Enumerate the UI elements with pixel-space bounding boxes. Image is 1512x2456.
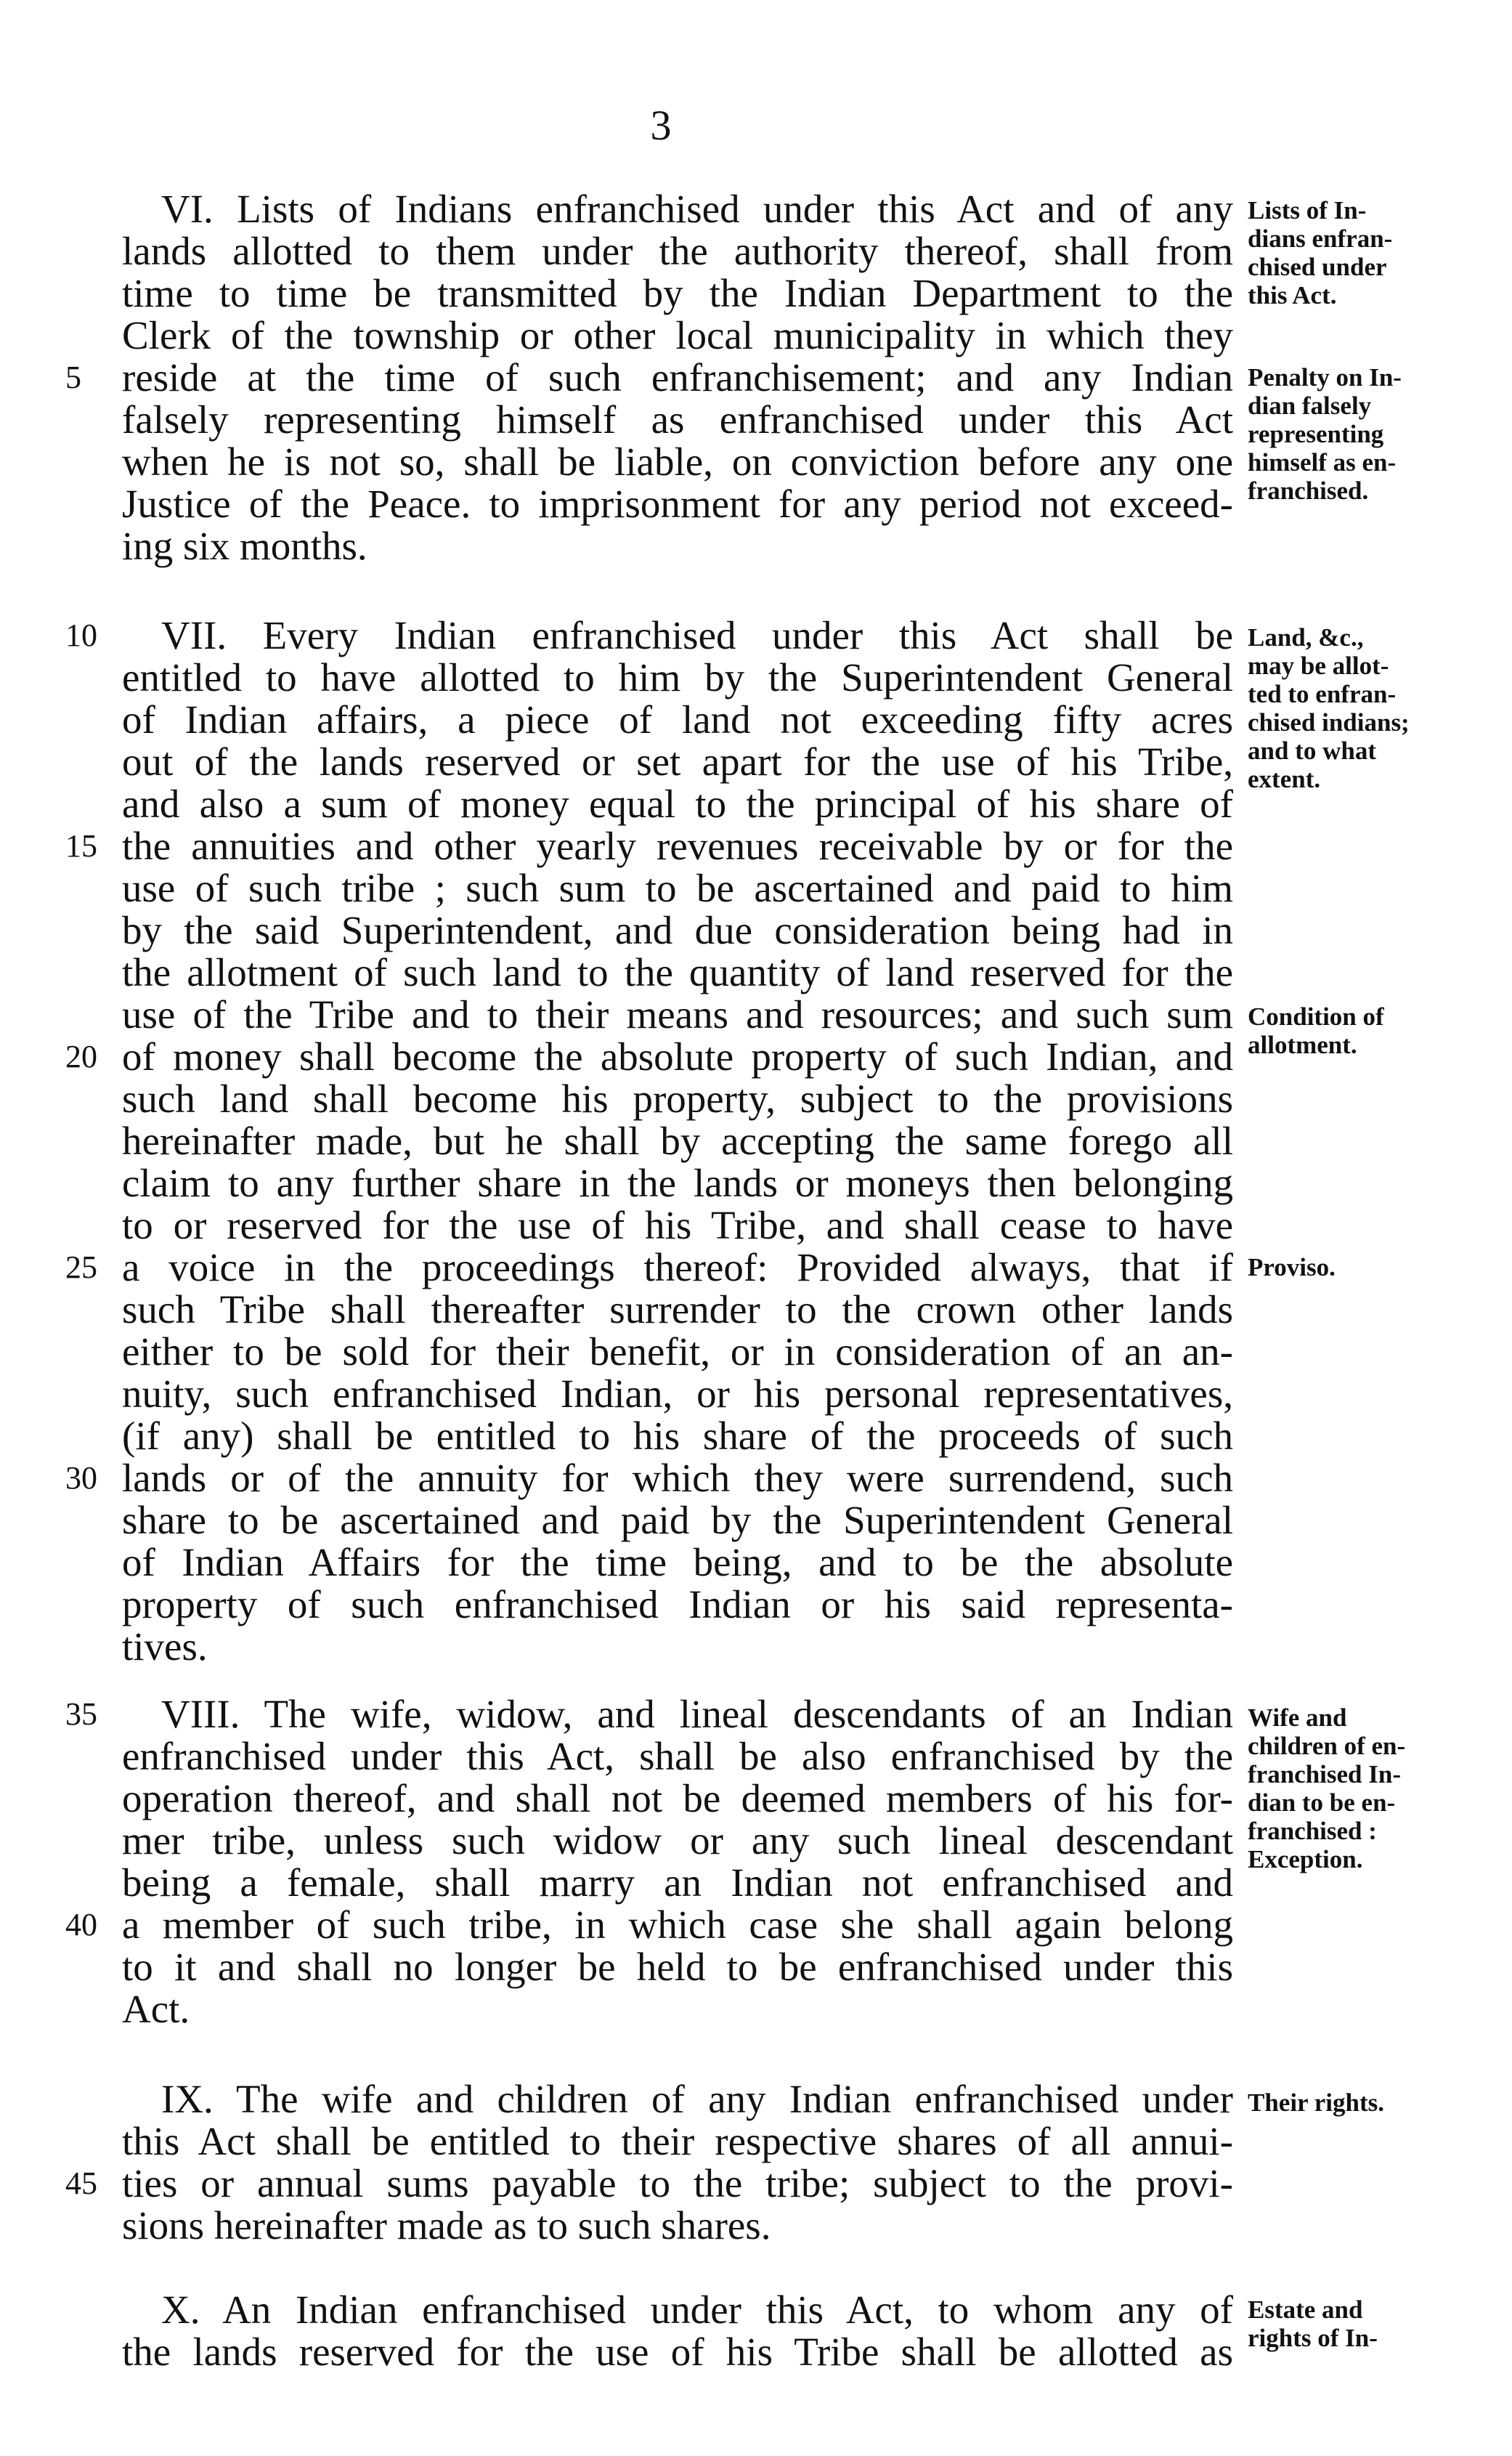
margin-note-rights [1248,2088,1466,2117]
section-vi-line-1: VI. Lists of Indians enfranchised under this Act and of any [161,187,1233,231]
margin-note-line: may be allot- [1248,652,1389,680]
section-vi-line-8: Justice of the Peace. to imprisonment for any period not exceed- [122,482,1233,526]
section-vi-line-9: ing six months. [122,524,367,568]
section-vii-line-20: (if any) shall be entitled to his share of the proceeds of such [122,1414,1233,1458]
section-x-line-2: the lands reserved for the use of his Tribe shall be allotted as [122,2330,1233,2374]
line-number-40: 40 [65,1907,97,1942]
margin-note-line: Condition of [1248,1002,1384,1031]
margin-note-wife [1248,1703,1466,1873]
section-vii-line-4: out of the lands reserved or set apart for the use of his Tribe, [122,739,1233,784]
margin-note-line: franchised. [1248,477,1369,505]
section-vii-line-9: the allotment of such land to the quantity of land reserved for the [122,950,1233,994]
section-viii-line-4: mer tribe, unless such widow or any such lineal descendant [122,1818,1233,1863]
section-vii-line-22: share to be ascertained and paid by the Superintendent General [122,1498,1233,1542]
margin-note-line: dian to be en- [1248,1788,1396,1817]
section-viii-line-7: to it and shall no longer be held to be enfranchised under this [122,1945,1233,1989]
section-viii-line-5: being a female, shall marry an Indian not enfranchised and [122,1860,1233,1905]
section-vii-line-7: use of such tribe ; such sum to be ascertained and paid to him [122,866,1233,910]
line-number-10: 10 [65,617,97,653]
margin-note-estate [1248,2295,1466,2352]
section-vii-line-1: VII. Every Indian enfranchised under this Act shall be [161,613,1233,657]
margin-note-line: franchised : [1248,1817,1377,1845]
margin-note-lists [1248,196,1466,309]
margin-note-line: ted to enfran- [1248,680,1397,708]
margin-note-line: Lists of In- [1248,196,1367,224]
margin-note-line: Estate and [1248,2295,1363,2324]
section-vii-line-14: claim to any further share in the lands or moneys then belonging [122,1161,1233,1205]
margin-note-line: Land, &c., [1248,623,1364,652]
section-vii-line-2: entitled to have allotted to him by the Superintendent General [122,655,1233,700]
margin-note-line: dians enfran- [1248,224,1393,253]
margin-note-line: Wife and [1248,1703,1347,1732]
section-viii-line-2: enfranchised under this Act, shall be also enfranchised by the [122,1734,1233,1778]
margin-note-line: Proviso. [1248,1253,1336,1281]
line-number-45: 45 [65,2165,97,2201]
line-number-35: 35 [65,1696,97,1732]
section-ix-line-3: ties or annual sums payable to the tribe; subject to the provi- [122,2161,1233,2205]
section-ix-line-4: sions hereinafter made as to such shares. [122,2203,771,2248]
margin-note-condition [1248,1002,1466,1059]
section-vii-line-23: of Indian Affairs for the time being, and to be the absolute [122,1540,1233,1584]
line-number-30: 30 [65,1460,97,1496]
margin-note-line: chised indians; [1248,708,1410,737]
section-vi-line-6: falsely representing himself as enfranchised under this Act [122,397,1233,442]
margin-note-line: rights of In- [1248,2324,1378,2352]
margin-note-line: this Act. [1248,281,1337,309]
section-vi-line-4: Clerk of the township or other local municipality in which they [122,313,1233,357]
margin-note-line: Penalty on In- [1248,363,1402,392]
section-vii-line-21: lands or of the annuity for which they were surrendend, such [122,1456,1233,1500]
section-vii-line-24: property of such enfranchised Indian or his said representa- [122,1582,1233,1626]
margin-note-line: extent. [1248,765,1321,793]
section-vii-line-8: by the said Superintendent, and due consideration being had in [122,908,1233,952]
section-viii-line-3: operation thereof, and shall not be deemed members of his for- [122,1776,1233,1820]
margin-note-line: himself as en- [1248,448,1397,477]
margin-note-land [1248,623,1466,793]
section-vii-line-25: tives. [122,1624,208,1669]
section-vii-line-13: hereinafter made, but he shall by accepting the same forego all [122,1119,1233,1163]
margin-note-penalty [1248,363,1466,505]
section-vii-line-15: to or reserved for the use of his Tribe, and shall cease to have [122,1203,1233,1247]
section-viii-line-1: VIII. The wife, widow, and lineal descendants of an Indian [161,1692,1233,1736]
section-vii-line-18: either to be sold for their benefit, or in consideration of an an- [122,1329,1233,1374]
section-vi-line-5: reside at the time of such enfranchisement; and any Indian [122,355,1233,400]
margin-note-line: representing [1248,420,1384,448]
section-ix-line-1: IX. The wife and children of any Indian enfranchised under [161,2077,1233,2121]
margin-note-line: dian falsely [1248,392,1372,420]
section-vii-line-16: a voice in the proceedings thereof: Provided always, that if [122,1245,1233,1289]
section-vii-line-17: such Tribe shall thereafter surrender to the crown other lands [122,1287,1233,1332]
section-ix-line-2: this Act shall be entitled to their respective shares of all annui- [122,2119,1233,2163]
line-number-15: 15 [65,828,97,864]
section-vi-line-7: when he is not so, shall be liable, on conviction before any one [122,439,1233,484]
line-number-25: 25 [65,1249,97,1285]
section-vii-line-11: of money shall become the absolute property of such Indian, and [122,1034,1233,1079]
line-number-20: 20 [65,1039,97,1074]
section-viii-line-6: a member of such tribe, in which case she shall again belong [122,1902,1233,1947]
section-vi-line-3: time to time be transmitted by the Indian Department to the [122,271,1233,315]
margin-note-proviso [1248,1253,1466,1281]
margin-note-line: franchised In- [1248,1760,1401,1788]
section-viii-line-8: Act. [122,1987,190,2031]
margin-note-line: children of en- [1248,1732,1406,1760]
margin-note-line: Their rights. [1248,2088,1384,2117]
margin-note-line: Exception. [1248,1845,1363,1873]
section-vi-line-2: lands allotted to them under the authority thereof, shall from [122,229,1233,273]
section-vii-line-6: the annuities and other yearly revenues receivable by or for the [122,824,1233,868]
section-vii-line-10: use of the Tribe and to their means and resources; and such sum [122,992,1233,1037]
page-number: 3 [650,102,672,149]
section-x-line-1: X. An Indian enfranchised under this Act, to whom any of [161,2287,1233,2332]
margin-note-line: chised under [1248,253,1387,281]
section-vii-line-3: of Indian affairs, a piece of land not exceeding fifty acres [122,697,1233,742]
section-vii-line-5: and also a sum of money equal to the principal of his share of [122,782,1233,826]
section-vii-line-19: nuity, such enfranchised Indian, or his personal representatives, [122,1371,1233,1416]
line-number-5: 5 [65,360,81,395]
margin-note-line: allotment. [1248,1031,1357,1059]
margin-note-line: and to what [1248,737,1376,765]
section-vii-line-12: such land shall become his property, subject to the provisions [122,1077,1233,1121]
